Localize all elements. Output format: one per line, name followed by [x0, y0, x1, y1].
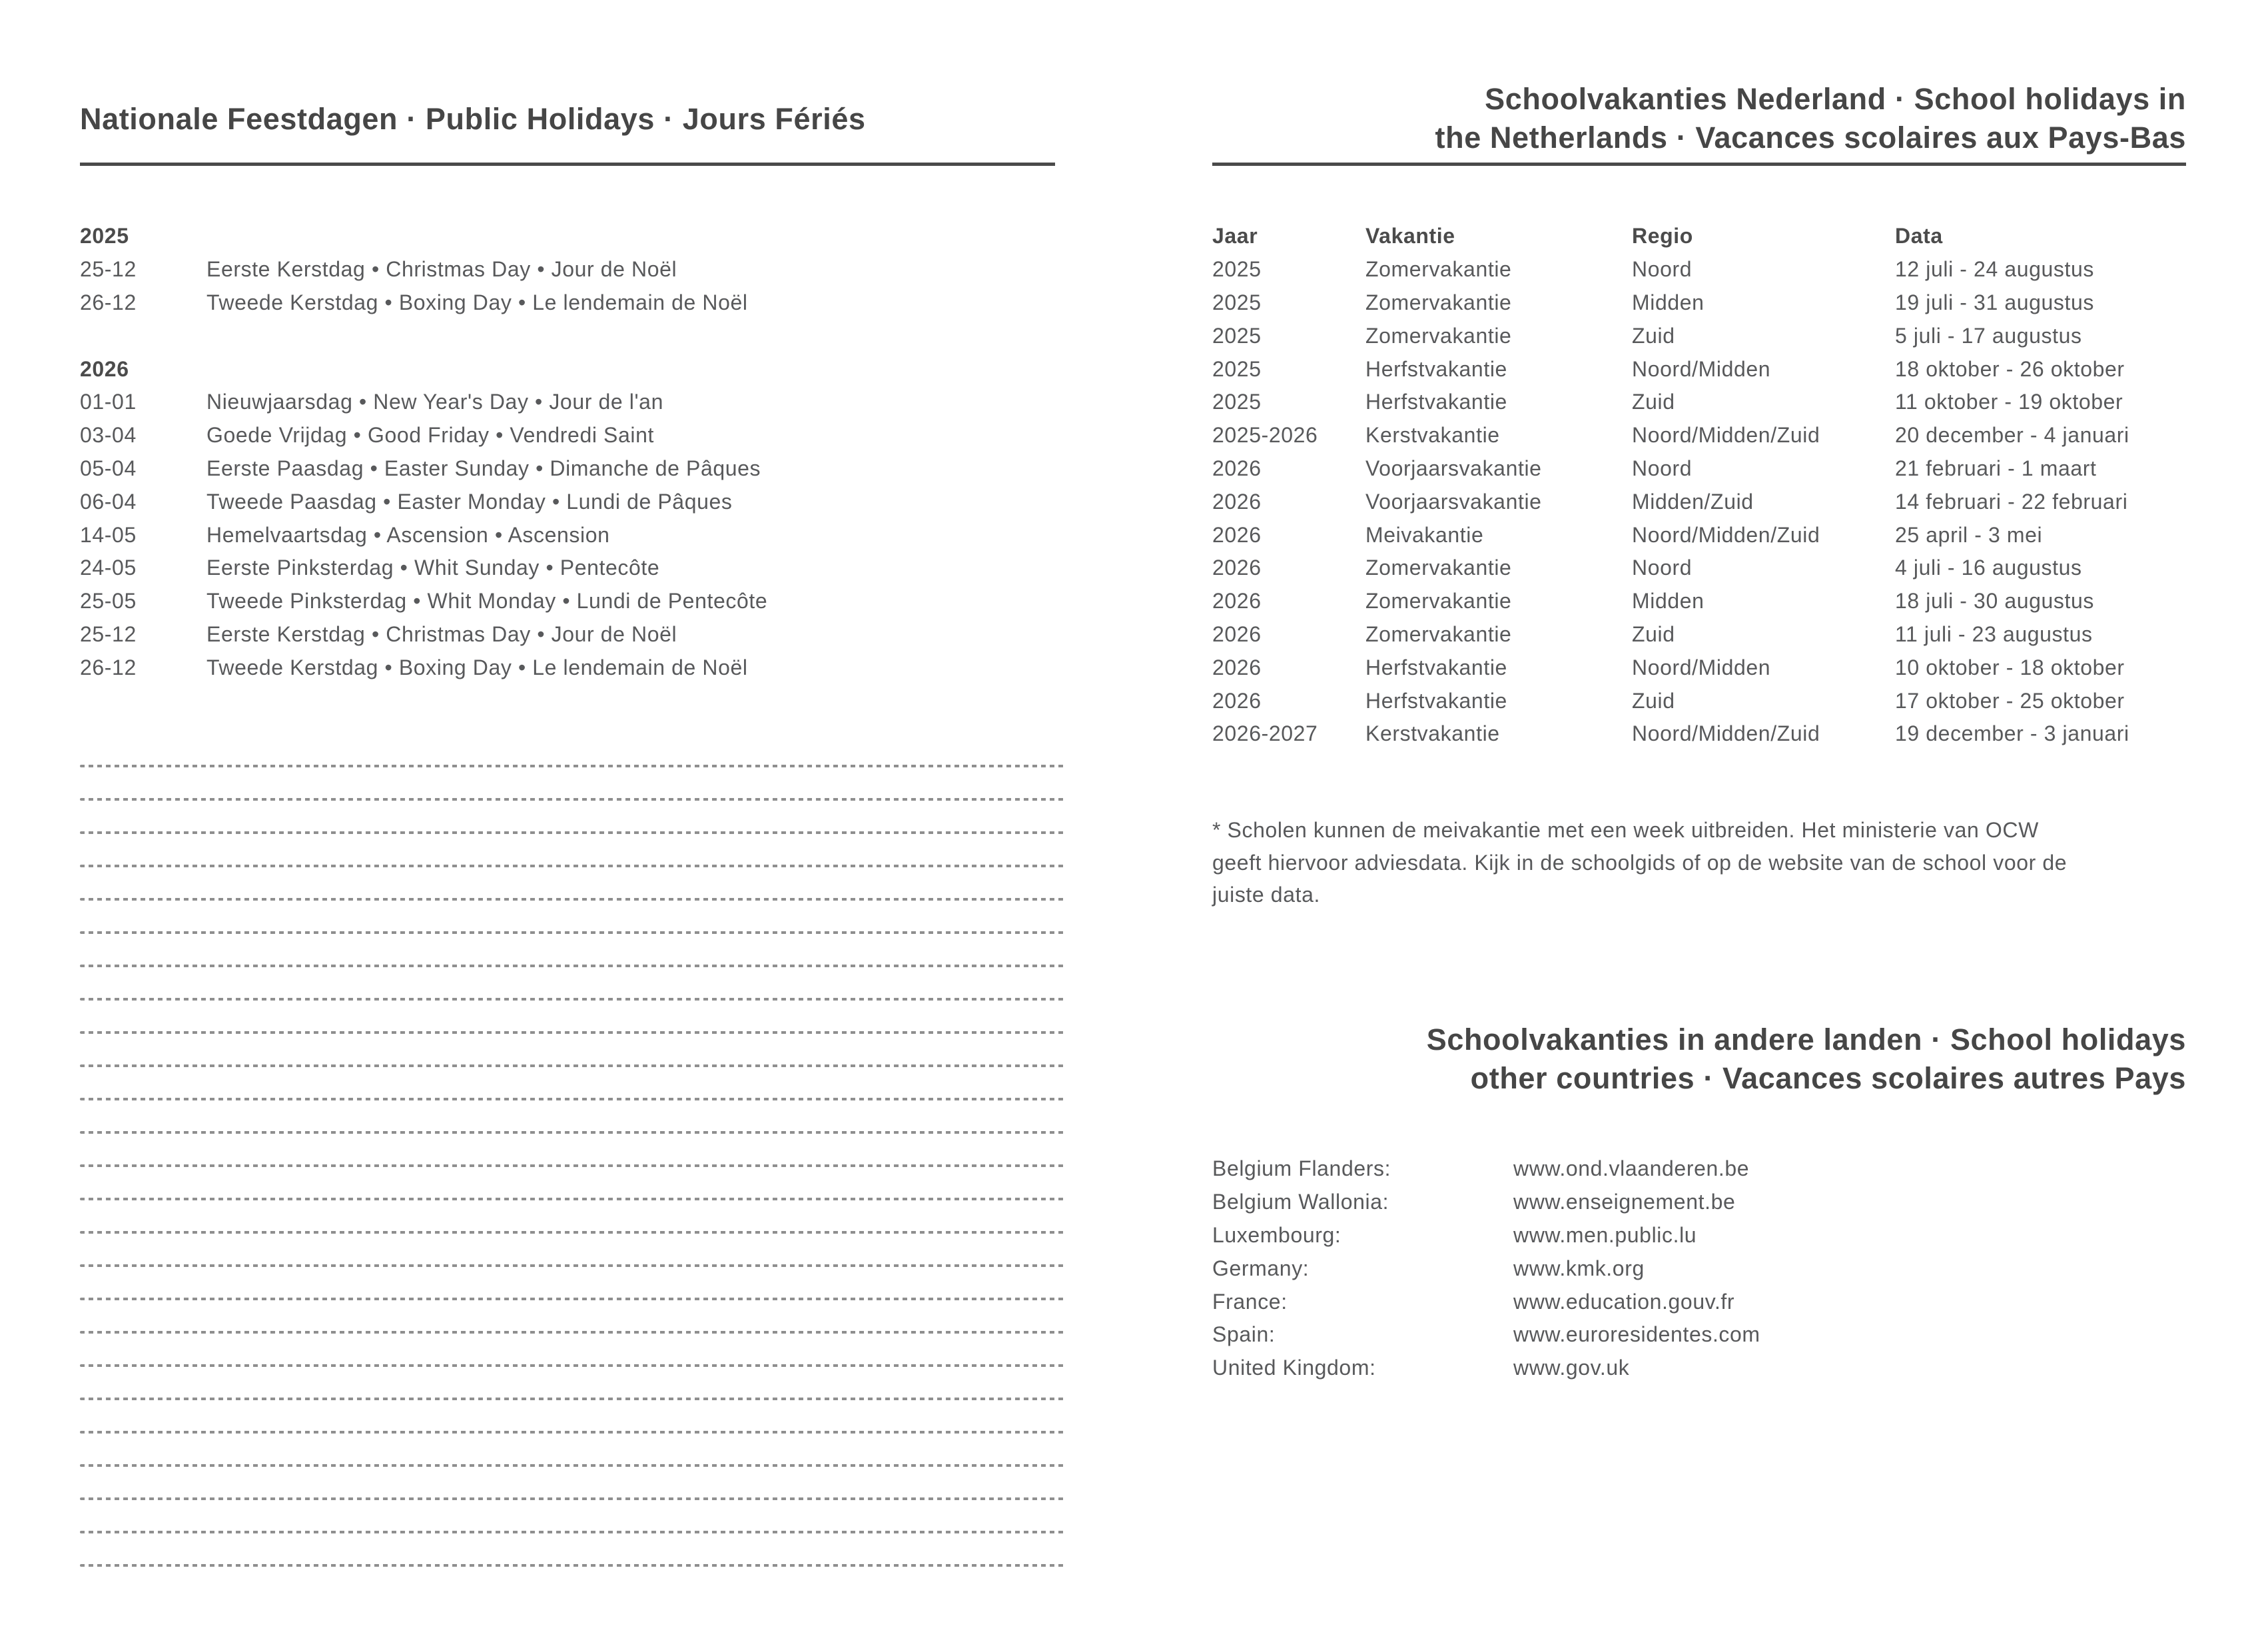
country-url: www.ond.vlaanderen.be	[1513, 1156, 1750, 1181]
col-regio: Noord/Midden/Zuid	[1632, 522, 1820, 547]
holiday-date: 25-12	[80, 257, 137, 282]
title-line: other countries · Vacances scolaires autres Pays	[1470, 1061, 2186, 1095]
note-writing-line	[80, 1464, 1067, 1467]
holiday-date: 26-12	[80, 290, 137, 314]
col-data: 11 juli - 23 augustus	[1895, 621, 2093, 646]
note-writing-line	[80, 1131, 1067, 1134]
table-row	[1212, 286, 2186, 320]
note-writing-line	[80, 831, 1067, 834]
note-writing-line	[80, 998, 1067, 1001]
col-vakantie: Voorjaarsvakantie	[1365, 489, 1542, 514]
note-text-line: * Scholen kunnen de meivakantie met een week uitbreiden. Het ministerie van OCW	[1212, 818, 2039, 842]
country-url: www.gov.uk	[1513, 1356, 1630, 1380]
col-vakantie: Zomervakantie	[1365, 556, 1512, 580]
note-writing-line	[80, 931, 1067, 934]
country-label: Belgium Wallonia:	[1212, 1190, 1389, 1214]
holiday-year-label: 2025	[80, 224, 129, 248]
col-regio: Zuid	[1632, 688, 1675, 713]
note-text-line: geeft hiervoor adviesdata. Kijk in de schoolgids of op de website van de school voor de	[1212, 850, 2068, 875]
country-link-row	[1212, 1152, 2186, 1186]
col-data: 18 juli - 30 augustus	[1895, 589, 2095, 614]
col-data: 19 juli - 31 augustus	[1895, 290, 2095, 314]
col-jaar: 2026	[1212, 456, 1262, 480]
holiday-name: Eerste Kerstdag • Christmas Day • Jour de Noël	[206, 257, 677, 282]
table-header-row	[1212, 220, 2186, 253]
title-line: Schoolvakanties Nederland · School holidays in	[1485, 82, 2186, 116]
col-regio: Zuid	[1632, 621, 1675, 646]
col-regio: Zuid	[1632, 323, 1675, 348]
country-url: www.enseignement.be	[1513, 1190, 1736, 1214]
country-url: www.kmk.org	[1513, 1256, 1645, 1280]
col-vakantie: Kerstvakantie	[1365, 721, 1500, 746]
note-writing-line	[80, 798, 1067, 801]
holiday-date: 14-05	[80, 522, 137, 547]
col-jaar: 2026	[1212, 688, 1262, 713]
holiday-name: Tweede Paasdag • Easter Monday • Lundi de Pâques	[206, 489, 733, 514]
col-jaar: 2025	[1212, 390, 1262, 414]
holiday-date: 05-04	[80, 456, 137, 480]
col-data: 20 december - 4 januari	[1895, 423, 2129, 448]
left-title-rule	[80, 163, 1055, 166]
col-regio: Midden/Zuid	[1632, 489, 1754, 514]
note-writing-line	[80, 1331, 1067, 1334]
note-writing-line	[80, 765, 1067, 767]
col-data: 5 juli - 17 augustus	[1895, 323, 2082, 348]
col-vakantie: Zomervakantie	[1365, 621, 1512, 646]
note-writing-line	[80, 1298, 1067, 1300]
holiday-year-header	[80, 220, 1059, 253]
col-regio: Noord/Midden/Zuid	[1632, 423, 1820, 448]
section-spacer	[80, 319, 1059, 352]
col-data: 4 juli - 16 augustus	[1895, 556, 2082, 580]
col-regio: Noord/Midden	[1632, 655, 1771, 679]
col-vakantie: Herfstvakantie	[1365, 688, 1507, 713]
country-label: Spain:	[1212, 1322, 1276, 1347]
table-row	[1212, 618, 2186, 651]
col-jaar: 2026	[1212, 655, 1262, 679]
holiday-year-header	[80, 352, 1059, 386]
col-jaar: 2026	[1212, 556, 1262, 580]
col-jaar: 2025	[1212, 290, 1262, 314]
col-vakantie: Zomervakantie	[1365, 290, 1512, 314]
col-vakantie: Herfstvakantie	[1365, 390, 1507, 414]
school-holidays-table	[1212, 220, 2186, 751]
holiday-row	[80, 419, 1059, 452]
table-row	[1212, 452, 2186, 486]
note-writing-line	[80, 1431, 1067, 1434]
note-writing-line	[80, 1398, 1067, 1400]
holiday-year-label: 2026	[80, 356, 129, 381]
col-regio: Noord/Midden/Zuid	[1632, 721, 1820, 746]
col-jaar: 2026	[1212, 589, 1262, 614]
col-vakantie: Zomervakantie	[1365, 323, 1512, 348]
country-label: Belgium Flanders:	[1212, 1156, 1391, 1181]
country-link-row	[1212, 1186, 2186, 1219]
col-vakantie: Kerstvakantie	[1365, 423, 1500, 448]
table-row	[1212, 518, 2186, 552]
holiday-date: 03-04	[80, 423, 137, 448]
table-header-col-jaar: Jaar	[1212, 224, 1258, 248]
holiday-row	[80, 386, 1059, 419]
holiday-row	[80, 485, 1059, 518]
col-data: 12 juli - 24 augustus	[1895, 257, 2095, 282]
note-text-line: juiste data.	[1212, 883, 1320, 907]
col-regio: Midden	[1632, 589, 1704, 614]
table-header-col-data: Data	[1895, 224, 1943, 248]
table-header-col-regio: Regio	[1632, 224, 1693, 248]
school-holidays-other-countries-title	[1212, 1021, 2186, 1098]
col-regio: Noord	[1632, 257, 1693, 282]
holiday-name: Nieuwjaarsdag • New Year's Day • Jour de l'an	[206, 390, 663, 414]
table-row	[1212, 585, 2186, 618]
col-jaar: 2026	[1212, 522, 1262, 547]
col-regio: Zuid	[1632, 390, 1675, 414]
col-jaar: 2025	[1212, 356, 1262, 381]
holiday-date: 25-12	[80, 621, 137, 646]
col-jaar: 2025	[1212, 257, 1262, 282]
table-row	[1212, 352, 2186, 386]
col-vakantie: Herfstvakantie	[1365, 655, 1507, 679]
col-data: 25 april - 3 mei	[1895, 522, 2043, 547]
col-jaar: 2026	[1212, 621, 1262, 646]
country-url: www.men.public.lu	[1513, 1222, 1697, 1247]
holiday-name: Goede Vrijdag • Good Friday • Vendredi Saint	[206, 423, 654, 448]
note-writing-line	[80, 1098, 1067, 1100]
col-regio: Noord	[1632, 556, 1693, 580]
holiday-row	[80, 585, 1059, 618]
country-label: United Kingdom:	[1212, 1356, 1376, 1380]
col-jaar: 2025	[1212, 323, 1262, 348]
holiday-date: 01-01	[80, 390, 137, 414]
country-label: Luxembourg:	[1212, 1222, 1341, 1247]
holiday-row	[80, 518, 1059, 552]
country-url: www.euroresidentes.com	[1513, 1322, 1760, 1347]
title-line: Schoolvakanties in andere landen · School holidays	[1426, 1023, 2186, 1056]
note-writing-line	[80, 1164, 1067, 1167]
holiday-name: Eerste Kerstdag • Christmas Day • Jour de Noël	[206, 621, 677, 646]
title-line: the Netherlands · Vacances scolaires aux Pays-Bas	[1435, 121, 2186, 155]
holiday-date: 24-05	[80, 556, 137, 580]
col-vakantie: Zomervakantie	[1365, 589, 1512, 614]
right-title-rule	[1212, 163, 2186, 166]
table-row	[1212, 485, 2186, 518]
meivakantie-note	[1212, 814, 2186, 911]
col-data: 21 februari - 1 maart	[1895, 456, 2097, 480]
public-holidays-list	[80, 220, 1059, 684]
col-jaar: 2026	[1212, 489, 1262, 514]
school-holidays-nl-title	[1212, 80, 2186, 157]
country-url: www.education.gouv.fr	[1513, 1289, 1735, 1314]
col-vakantie: Voorjaarsvakantie	[1365, 456, 1542, 480]
note-writing-line	[80, 1531, 1067, 1533]
note-writing-line	[80, 1198, 1067, 1200]
col-vakantie: Herfstvakantie	[1365, 356, 1507, 381]
holiday-name: Tweede Kerstdag • Boxing Day • Le lendemain de Noël	[206, 655, 748, 679]
note-writing-line	[80, 1064, 1067, 1067]
holiday-date: 25-05	[80, 589, 137, 614]
note-writing-line	[80, 965, 1067, 967]
col-vakantie: Zomervakantie	[1365, 257, 1512, 282]
col-data: 17 oktober - 25 oktober	[1895, 688, 2125, 713]
note-writing-line	[80, 898, 1067, 901]
holiday-name: Eerste Paasdag • Easter Sunday • Dimanche de Pâques	[206, 456, 761, 480]
country-links-list	[1212, 1152, 2186, 1385]
col-jaar: 2025-2026	[1212, 423, 1318, 448]
holiday-row	[80, 651, 1059, 684]
note-writing-line	[80, 1364, 1067, 1367]
holiday-name: Tweede Pinksterdag • Whit Monday • Lundi de Pentecôte	[206, 589, 768, 614]
holiday-name: Tweede Kerstdag • Boxing Day • Le lendemain de Noël	[206, 290, 748, 314]
table-row	[1212, 319, 2186, 352]
table-row	[1212, 552, 2186, 585]
holiday-date: 26-12	[80, 655, 137, 679]
table-row	[1212, 253, 2186, 286]
holiday-row	[80, 452, 1059, 486]
country-label: Germany:	[1212, 1256, 1310, 1280]
table-header-col-vakantie: Vakantie	[1365, 224, 1455, 248]
col-jaar: 2026-2027	[1212, 721, 1318, 746]
country-link-row	[1212, 1285, 2186, 1318]
table-row	[1212, 386, 2186, 419]
holiday-row	[80, 618, 1059, 651]
col-data: 10 oktober - 18 oktober	[1895, 655, 2125, 679]
table-row	[1212, 717, 2186, 751]
holiday-date: 06-04	[80, 489, 137, 514]
col-data: 18 oktober - 26 oktober	[1895, 356, 2125, 381]
holiday-row	[80, 552, 1059, 585]
col-vakantie: Meivakantie	[1365, 522, 1484, 547]
table-row	[1212, 651, 2186, 684]
col-data: 14 februari - 22 februari	[1895, 489, 2128, 514]
table-row	[1212, 419, 2186, 452]
col-regio: Noord	[1632, 456, 1693, 480]
col-data: 11 oktober - 19 oktober	[1895, 390, 2123, 414]
holiday-row	[80, 253, 1059, 286]
country-label: France:	[1212, 1289, 1288, 1314]
note-writing-line	[80, 1031, 1067, 1034]
note-writing-line	[80, 1564, 1067, 1567]
note-writing-line	[80, 1231, 1067, 1234]
col-data: 19 december - 3 januari	[1895, 721, 2129, 746]
holiday-row	[80, 286, 1059, 320]
holiday-name: Hemelvaartsdag • Ascension • Ascension	[206, 522, 610, 547]
note-writing-line	[80, 865, 1067, 867]
col-regio: Midden	[1632, 290, 1704, 314]
country-link-row	[1212, 1318, 2186, 1352]
note-writing-line	[80, 1264, 1067, 1267]
country-link-row	[1212, 1252, 2186, 1285]
public-holidays-title: Nationale Feestdagen · Public Holidays · Jours Fériés	[80, 102, 866, 136]
col-regio: Noord/Midden	[1632, 356, 1771, 381]
holiday-name: Eerste Pinksterdag • Whit Sunday • Pentecôte	[206, 556, 660, 580]
note-writing-line	[80, 1497, 1067, 1500]
notes-dotted-lines	[80, 765, 1067, 1571]
country-link-row	[1212, 1219, 2186, 1252]
table-row	[1212, 684, 2186, 717]
country-link-row	[1212, 1352, 2186, 1385]
